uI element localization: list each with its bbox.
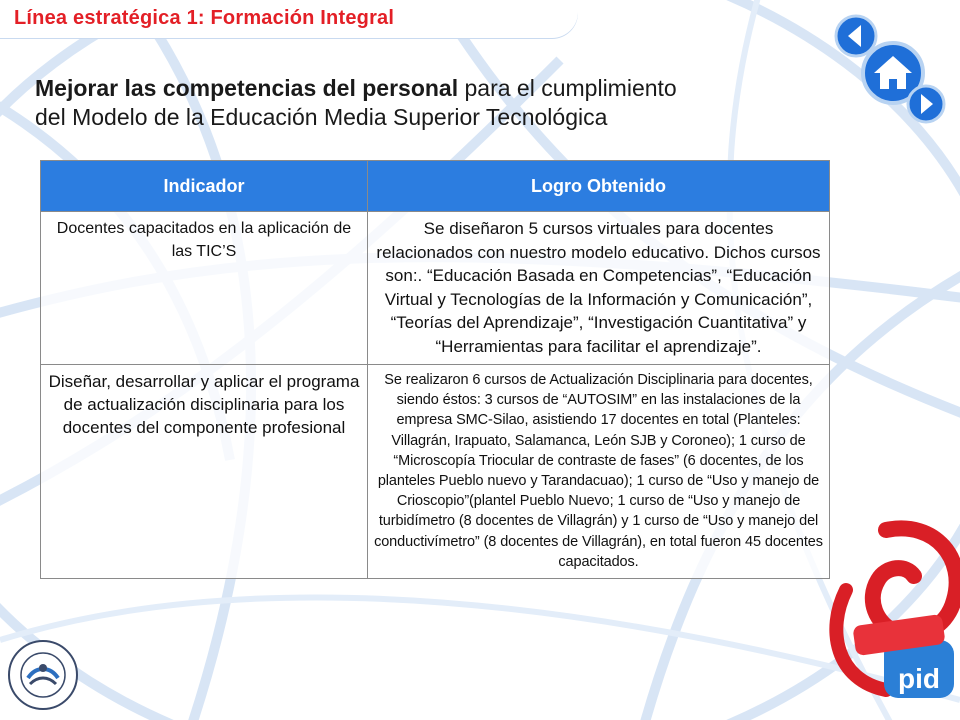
- subtitle-line2: del Modelo de la Educación Media Superior Tecnológica: [35, 104, 608, 130]
- table-row: [41, 365, 830, 579]
- logro-cell: Se realizaron 6 cursos de Actualización Disciplinaria para docentes, siendo éstos: 3 cursos de “AUTOSIM” en las instalaciones de la empresa SMC-Silao, asistiendo 17 docentes en total (Planteles: Villagrán, Irapuato, Salamanca, León SJB y Coroneo); 1 curso de “Microscopía Triocular de contraste de fases” (6 docentes, de los planteles Pueblo nuevo y Tarandacuao); 1 curso de “Uso y manejo de Crioscopio”(plantel Pueblo Nuevo; 1 curso de “Uso y manejo de turbidímetro (8 docentes de Villagrán) y 1 curso de “Uso y manejo del conductivímetro” (8 docentes de Villagrán), en total fueron 45 docentes capacitados.: [368, 365, 830, 579]
- header-tab: [0, 0, 578, 38]
- logro-cell: Se diseñaron 5 cursos virtuales para docentes relacionados con nuestro modelo educativo. Dichos cursos son:. “Educación Basada en Competencias”, “Educación Virtual y Tecnologías de la Información y Comunicación”, “Teorías del Aprendizaje”, “Investigación Cuantitativa” y “Herramientas para facilitar el aprendizaje”.: [368, 212, 830, 365]
- institution-seal-logo: [6, 638, 80, 712]
- indicator-table: [40, 160, 830, 579]
- header-logro: Logro Obtenido: [368, 161, 830, 212]
- forward-button[interactable]: [906, 84, 946, 124]
- pid-logo: [826, 520, 960, 718]
- indicador-cell: Diseñar, desarrollar y aplicar el programa de actualización disciplinaria para los docentes del componente profesional: [41, 365, 368, 579]
- indicador-cell: Docentes capacitados en la aplicación de las TIC’S: [41, 212, 368, 365]
- header-title: Línea estratégica 1: Formación Integral: [14, 7, 395, 29]
- subtitle-rest: para el cumplimiento: [458, 75, 677, 101]
- table-row: [41, 212, 830, 365]
- subtitle-bold: Mejorar las competencias del personal: [35, 75, 459, 101]
- slide-subtitle: [35, 74, 835, 132]
- header-indicador: Indicador: [41, 161, 368, 212]
- pid-logo-text: pid: [898, 663, 940, 694]
- forward-arrow-icon: [906, 84, 946, 124]
